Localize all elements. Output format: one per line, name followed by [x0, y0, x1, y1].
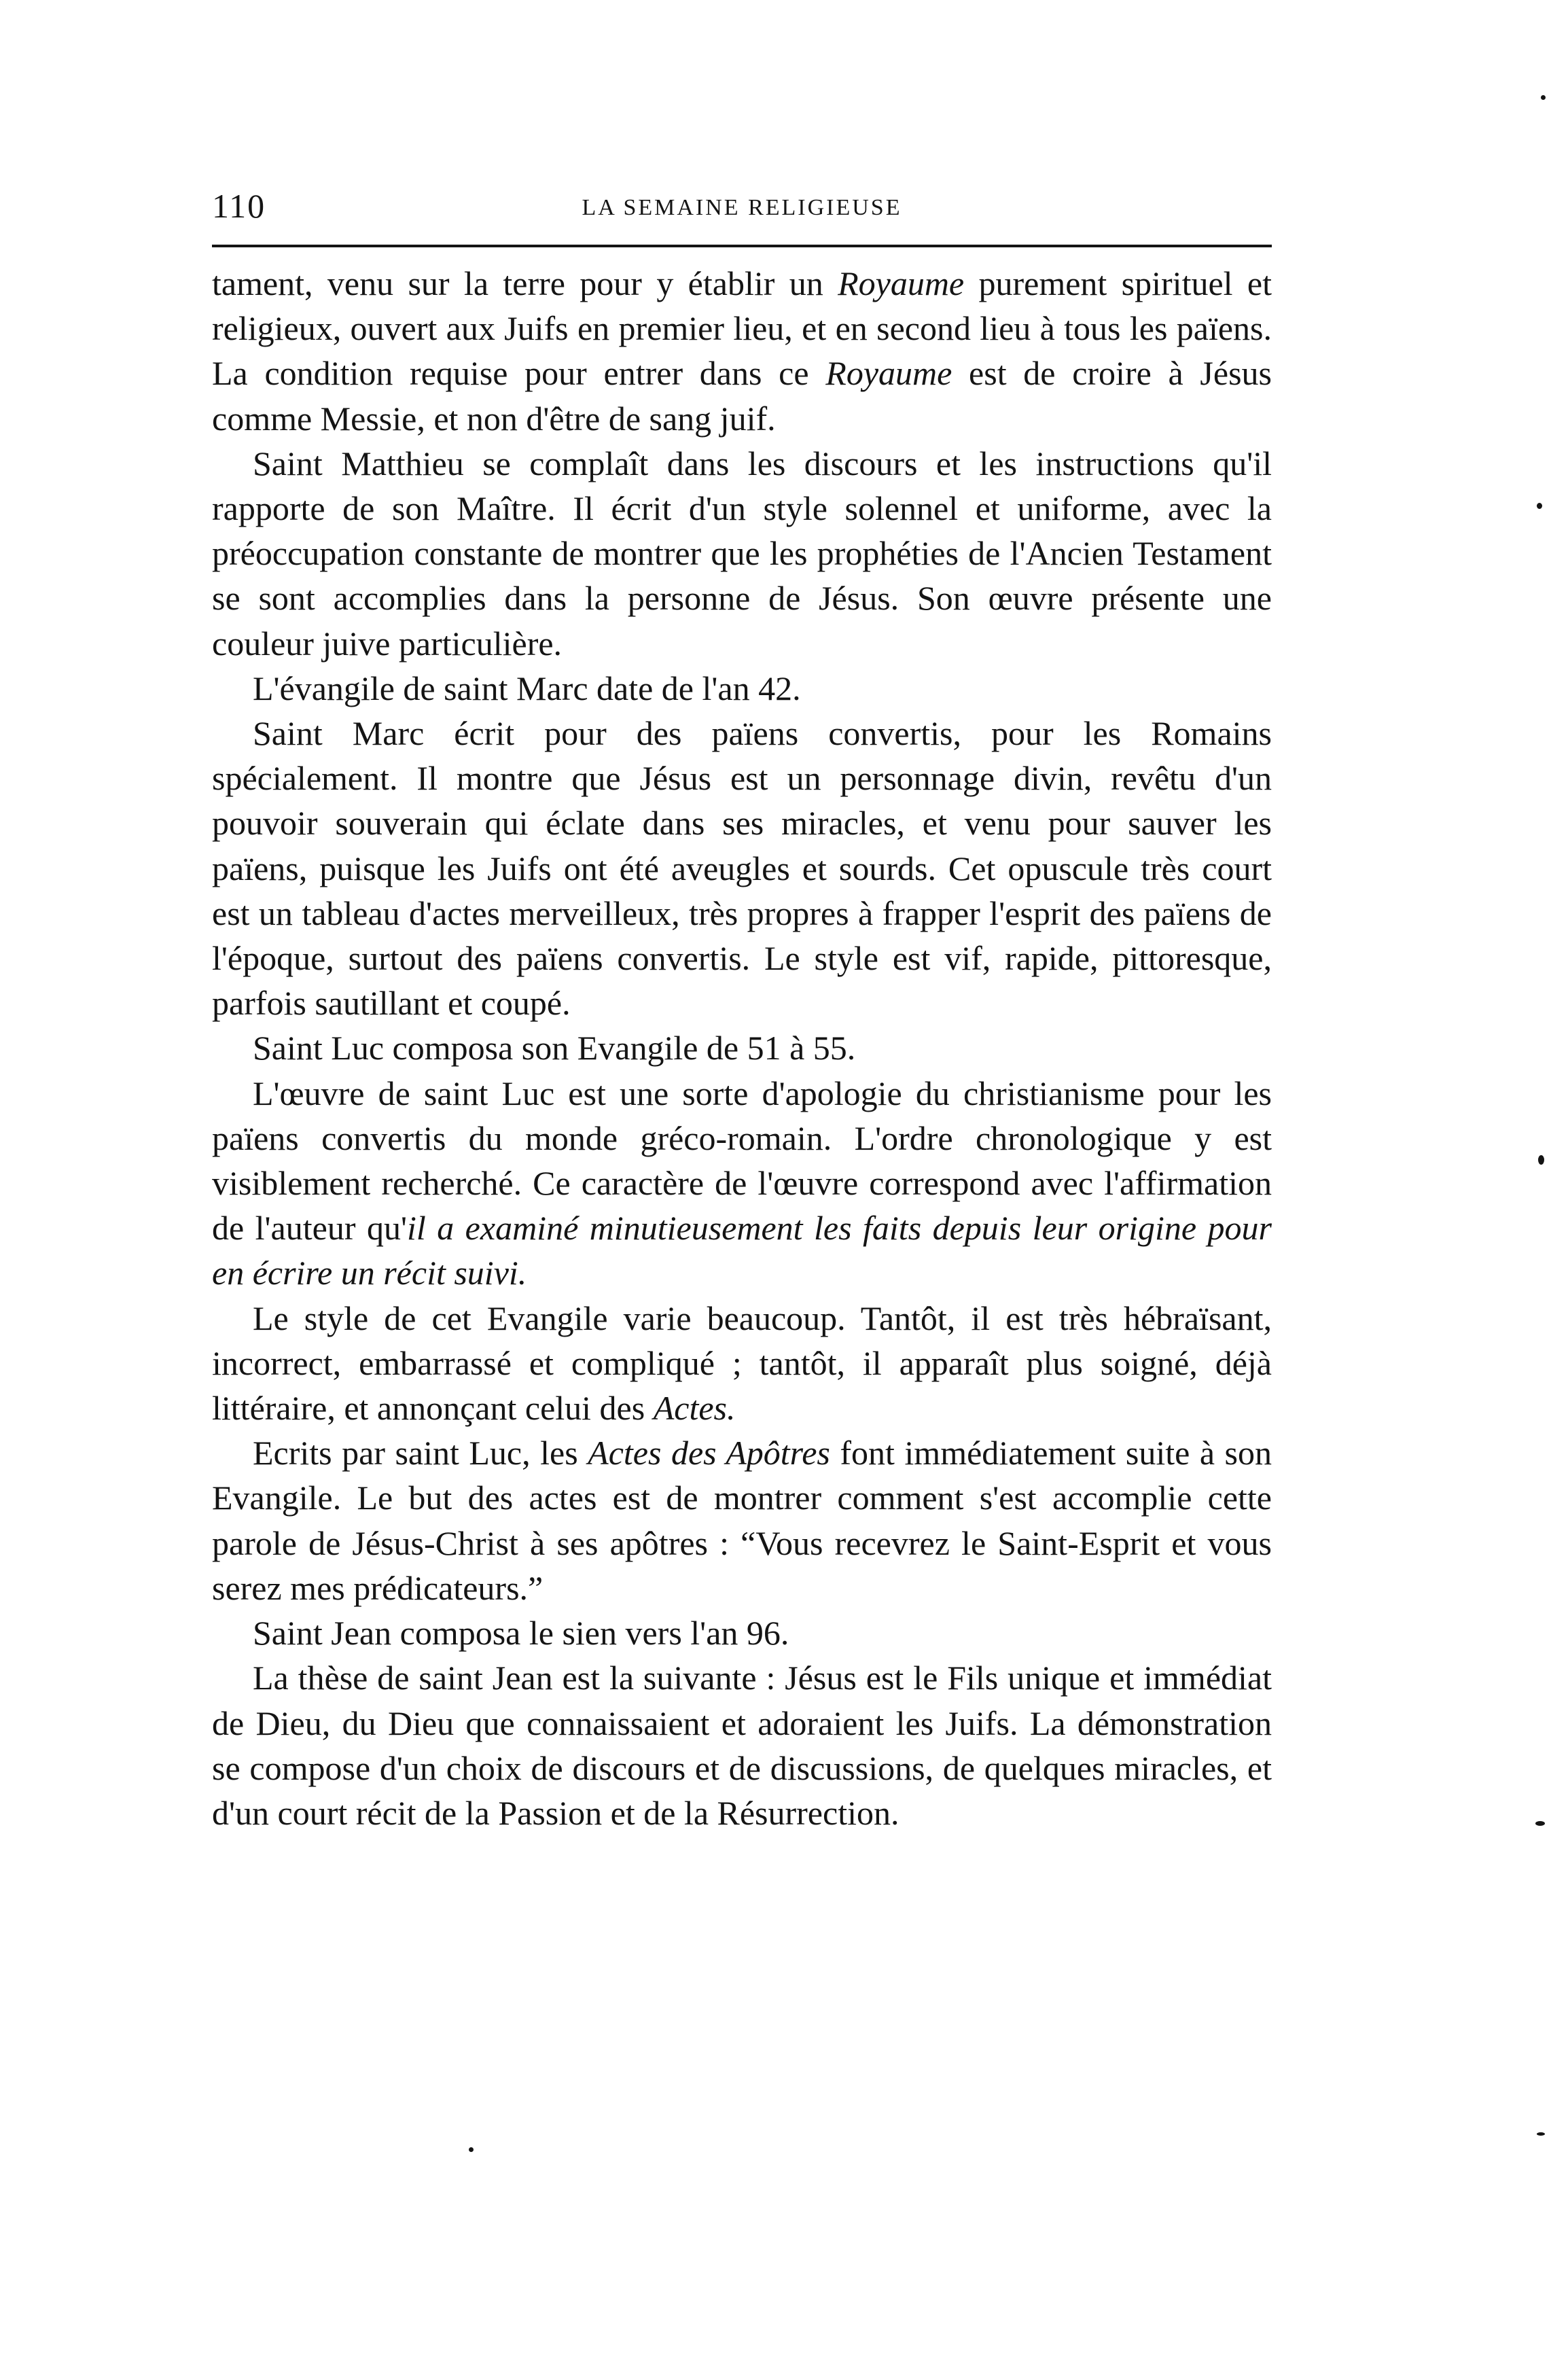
text-run: L'évangile de saint Marc date de l'an 42.: [253, 669, 801, 707]
paragraph: [212, 1071, 1272, 1296]
text-run: Ecrits par saint Luc, les: [253, 1434, 588, 1472]
text-run: Saint Marc écrit pour des païens convertis, pour les Romains spécialement. Il montre que Jésus est un personnage divin, revêtu d'un pouvoir souverain qui éclate dans ses miracles, et venu pour sauver les païens, puisque les Juifs ont été aveugles et sourds. Cet opuscule très court est un tableau d'actes merveilleux, très propres à frapper l'esprit des païens de l'époque, surtout des païens convertis. Le style est vif, rapide, pittoresque, parfois sautillant et coupé.: [212, 714, 1272, 1023]
paragraph: [212, 666, 1272, 711]
paragraph: [212, 1430, 1272, 1610]
italic-text: Actes.: [653, 1389, 736, 1428]
paragraph: [212, 261, 1272, 441]
scan-speck: [1537, 503, 1542, 509]
body-text: [212, 261, 1272, 1835]
italic-text: il a examiné minutieusement les faits depuis leur origine pour en écrire un récit suivi.: [212, 1209, 1272, 1292]
italic-text: Royaume: [825, 354, 952, 393]
running-title: LA SEMAINE RELIGIEUSE: [582, 195, 902, 220]
scan-speck: [469, 2147, 474, 2152]
text-run: purement spirituel et religieux, ouvert aux Juifs en premier lieu, et en second lieu à tous les païens. La condition requise pour entrer dans ce: [212, 264, 1272, 393]
scan-speck: [1541, 95, 1546, 100]
paragraph: [212, 1610, 1272, 1655]
paragraph: [212, 1025, 1272, 1070]
scan-speck: [1538, 1155, 1544, 1165]
text-run: font immédiatement suite à son Evangile. Le but des actes est de montrer comment s'est accomplie cette parole de Jésus-Christ à ses apôtres : “Vous recevrez le Saint-Esprit et vous serez mes prédicateurs.”: [212, 1434, 1272, 1607]
italic-text: Royaume: [838, 264, 965, 302]
text-run: Saint Matthieu se complaît dans les discours et les instructions qu'il rapporte de son Maître. Il écrit d'un style solennel et uniforme, avec la préoccupation constante de montrer que les prophéties de l'Ancien Testament se sont accomplies dans la personne de Jésus. Son œuvre présente une couleur juive particulière.: [212, 444, 1272, 663]
text-run: Le style de cet Evangile varie beaucoup. Tantôt, il est très hébraïsant, incorrect, embarrassé et compliqué ; tantôt, il apparaît plus soigné, déjà littéraire, et annonçant celui des: [212, 1299, 1272, 1428]
paragraph: [212, 1655, 1272, 1835]
page-number: 110: [212, 187, 266, 225]
text-run: La thèse de saint Jean est la suivante : Jésus est le Fils unique et immédiat de Dieu, du Dieu que connaissaient et adoraient les Juifs. La démonstration se compose d'un choix de discours et de discussions, de quelques miracles, et d'un court récit de la Passion et de la Résurrection.: [212, 1659, 1272, 1832]
text-run: Saint Luc composa son Evangile de 51 à 55.: [253, 1029, 856, 1068]
text-run: Saint Jean composa le sien vers l'an 96.: [253, 1614, 789, 1653]
header-rule: [212, 245, 1272, 247]
text-run: tament, venu sur la terre pour y établir un: [212, 264, 838, 302]
italic-text: Actes des Apôtres: [588, 1434, 830, 1472]
paragraph: [212, 711, 1272, 1025]
page-header: [212, 182, 1272, 230]
scan-speck: [1537, 2132, 1545, 2136]
text-run: est de croire à Jésus comme Messie, et non d'être de sang juif.: [212, 354, 1272, 438]
text-run: L'œuvre de saint Luc est une sorte d'apologie du christianisme pour les païens convertis du monde gréco-romain. L'ordre chronologique y est visiblement recherché. Ce caractère de l'œuvre correspond avec l'affirmation de l'auteur qu': [212, 1074, 1272, 1248]
paragraph: [212, 441, 1272, 666]
paragraph: [212, 1296, 1272, 1431]
scan-speck: [1535, 1821, 1545, 1826]
